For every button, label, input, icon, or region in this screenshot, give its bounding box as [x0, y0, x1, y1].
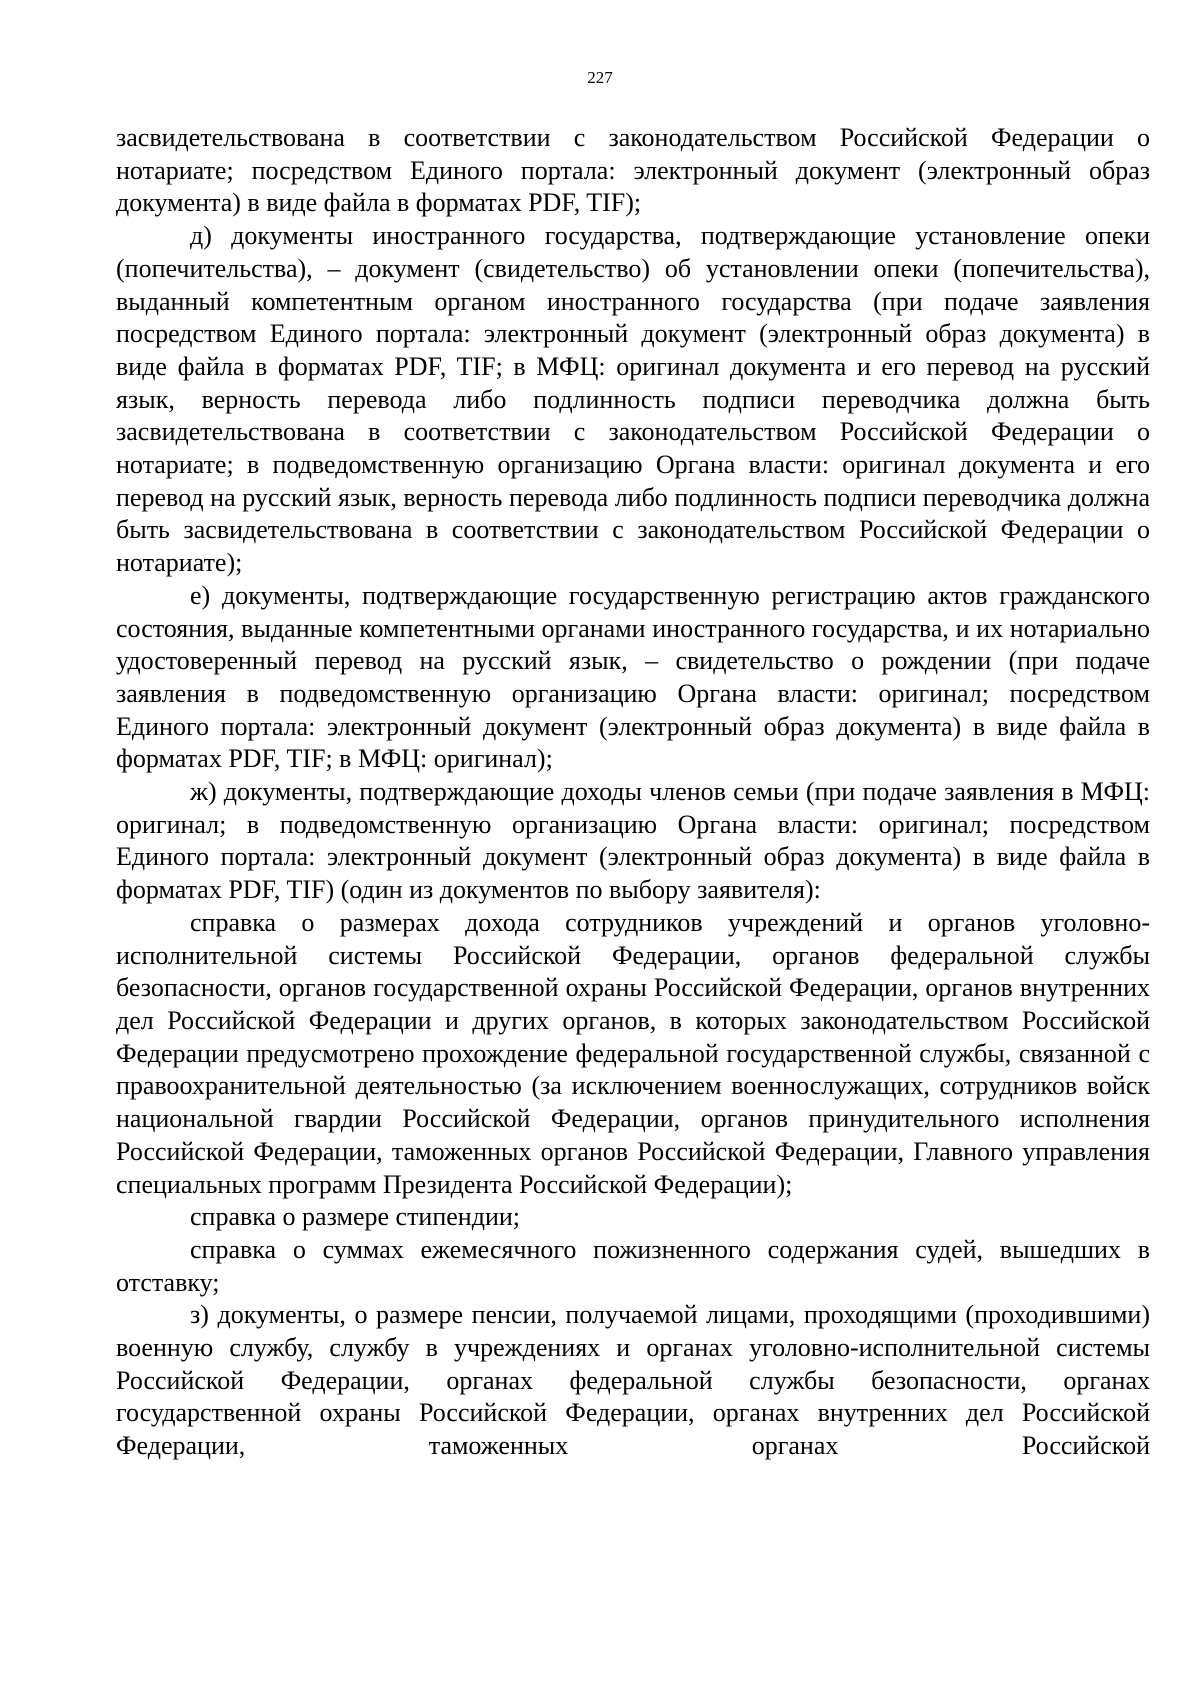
paragraph-judges-certificate: справка о суммах ежемесячного пожизненного содержания судей, вышедших в отставку; — [116, 1234, 1150, 1297]
paragraph-continuation: засвидетельствована в соответствии с законодательством Российской Федерации о нотариате; посредством Единого портала: электронный документ (электронный образ документа) в виде файла в форматах PDF, TIF); — [116, 123, 1150, 218]
page-number: 227 — [587, 68, 613, 87]
paragraph-item-z: з) документы, о размере пенсии, получаемой лицами, проходящими (проходившими) военную службу, службу в учреждениях и органах уголовно-исполнительной системы Российской Федерации, органах федеральной службы безопасности, органах государственной охраны Российской Федерации, органах внутренних дел Российской Федерации, таможенных органах Российской — [116, 1300, 1150, 1461]
paragraph-item-d: д) документы иностранного государства, подтверждающие установление опеки (попечительства), – документ (свидетельство) об установлении опеки (попечительства), выданный компетентным органом иностранного государства (при подаче заявления посредством Единого портала: электронный документ (электронный образ документа) в виде файла в форматах PDF, TIF; в МФЦ: оригинал документа и его перевод на русский язык, верность перевода либо подлинность подписи переводчика должна быть засвидетельствована в соответствии с законодательством Российской Федерации о нотариате; в подведомственную организацию Органа власти: оригинал документа и его перевод на русский язык, верность перевода либо подлинность подписи переводчика должна быть засвидетельствована в соответствии с законодательством Российской Федерации о нотариате); — [116, 221, 1150, 578]
paragraph-income-certificate: справка о размерах дохода сотрудников учреждений и органов уголовно-исполнительной системы Российской Федерации, органов федеральной службы безопасности, органов государственной охраны Российской Федерации, органов внутренних дел Российской Федерации и других органов, в которых законодательством Российской Федерации предусмотрено прохождение федеральной государственной службы, связанной с правоохранительной деятельностью (за исключением военнослужащих, сотрудников войск национальной гвардии Российской Федерации, органов принудительного исполнения Российской Федерации, таможенных органов Российской Федерации, Главного управления специальных программ Президента Российской Федерации); — [116, 907, 1150, 1199]
document-body — [116, 122, 1150, 1463]
paragraph-item-e: е) документы, подтверждающие государственную регистрацию актов гражданского состояния, выданные компетентными органами иностранного государства, и их нотариально удостоверенный перевод на русский язык, – свидетельство о рождении (при подаче заявления в подведомственную организацию Органа власти: оригинал; посредством Единого портала: электронный документ (электронный образ документа) в виде файла в форматах PDF, TIF; в МФЦ: оригинал); — [116, 580, 1150, 774]
paragraph-item-zh: ж) документы, подтверждающие доходы членов семьи (при подаче заявления в МФЦ: оригинал; в подведомственную организацию Органа власти: оригинал; посредством Единого портала: электронный документ (электронный образ документа) в виде файла в форматах PDF, TIF) (один из документов по выбору заявителя): — [116, 777, 1150, 905]
paragraph-stipend-certificate: справка о размере стипендии; — [190, 1202, 520, 1232]
